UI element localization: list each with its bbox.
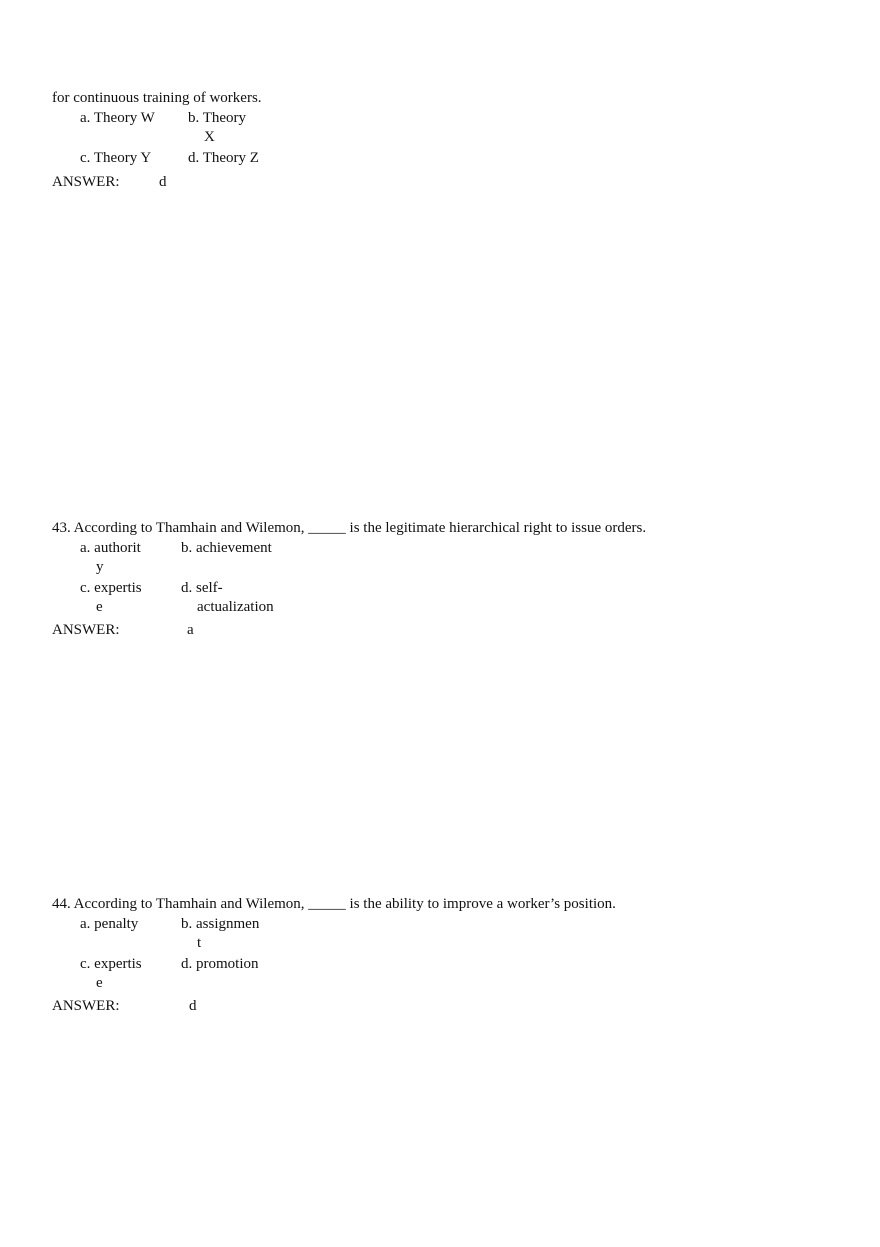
question-43-stem: 43. According to Thamhain and Wilemon, _____ is the legitimate hierarchical right to issue orders. <box>52 520 647 536</box>
question-44-option-d: d. promotion <box>181 956 259 972</box>
question-44-answer-label: ANSWER: <box>52 998 120 1014</box>
question-42-stem: for continuous training of workers. <box>52 90 262 106</box>
question-43-answer-value: a <box>187 622 194 638</box>
question-42-answer-value: d <box>159 174 167 190</box>
question-44-option-a: a. penalty <box>80 916 139 932</box>
question-42-answer-label: ANSWER: <box>52 174 120 190</box>
question-43-option-b: b. achievement <box>181 540 272 556</box>
question-44-option-b-line2: t <box>197 935 202 951</box>
question-43-option-c-line2: e <box>96 599 103 615</box>
question-42-option-c: c. Theory Y <box>80 150 152 166</box>
question-42-option-d: d. Theory Z <box>188 150 259 166</box>
question-44-option-b-line1: b. assignmen <box>181 916 260 932</box>
question-44-option-c-line2: e <box>96 975 103 991</box>
question-44-answer-value: d <box>189 998 197 1014</box>
question-44-option-c-line1: c. expertis <box>80 956 142 972</box>
question-43-option-c-line1: c. expertis <box>80 580 142 596</box>
question-42-option-b-line1: b. Theory <box>188 110 247 126</box>
question-43-option-d-line1: d. self- <box>181 580 223 596</box>
question-43-answer-label: ANSWER: <box>52 622 120 638</box>
question-42-option-a: a. Theory W <box>80 110 155 126</box>
question-43-option-a-line2: y <box>96 559 104 575</box>
question-43-option-d-line2: actualization <box>197 599 274 615</box>
question-44-stem: 44. According to Thamhain and Wilemon, _____ is the ability to improve a worker’s position. <box>52 896 616 912</box>
question-43-option-a-line1: a. authorit <box>80 540 141 556</box>
question-42-option-b-line2: X <box>204 129 215 145</box>
